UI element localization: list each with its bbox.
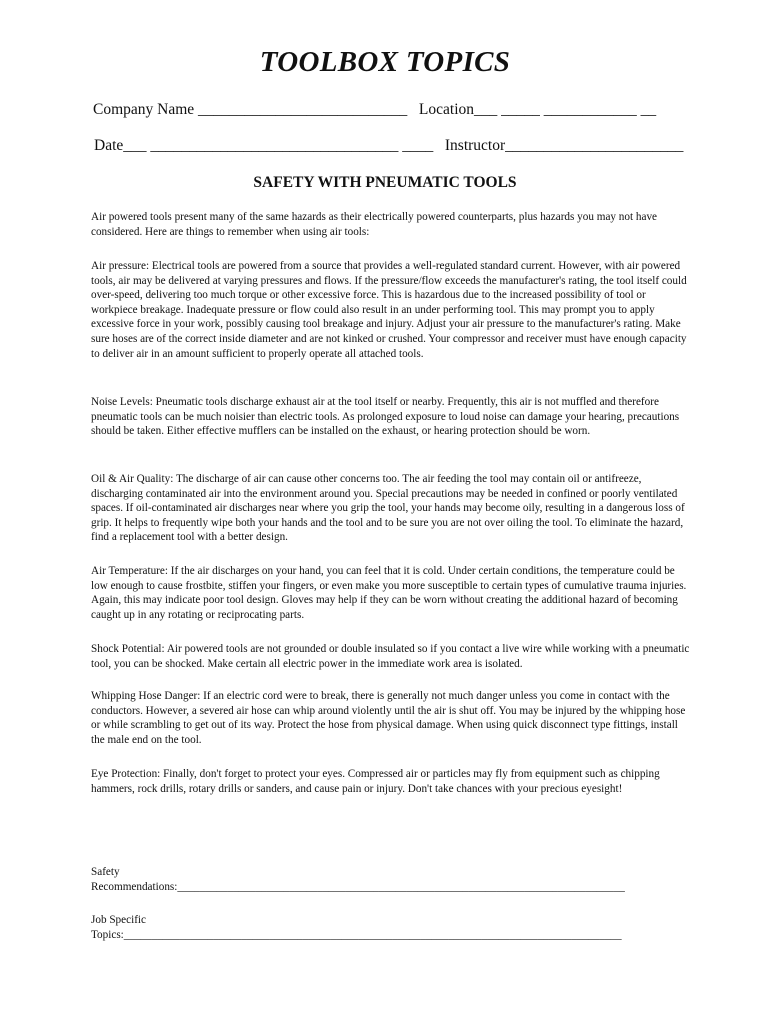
section-title: SAFETY WITH PNEUMATIC TOOLS [253,174,517,191]
safety-label: Safety [91,866,120,878]
job-specific-label: Job Specific [91,914,146,926]
topics-line: Topics:_________________________________________________________________________________________ [91,929,622,941]
company-location-line: Company Name ___________________________ Location___ _____ ____________ __ [93,101,657,118]
whipping-hose-paragraph: Whipping Hose Danger: If an electric cord were to break, there is generally not much danger unless you come in contact with the conductors. However, a severed air hose can whip around violently until the air is shut off. You may be injured by the whipping hose or while scrambling to get out of its way. Protect the hose from physical damage. When using quick disconnect type fittings, install the male end on the tool. [91,690,686,746]
oil-air-quality-paragraph: Oil & Air Quality: The discharge of air can cause other concerns too. The air feeding the tool may contain oil or antifreeze, discharging contaminated air into the environment around you. Special precautions may be needed in confined or poorly ventilated spaces. If oil-contaminated air discharges near where you grip the tool, your hands may become oily, resulting in a dangerous loss of grip. It helps to frequently wipe both your hands and the tool and to be sure you are not over oiling the tool. To eliminate the hazard, find a replacement tool with a better design. [91,473,685,544]
noise-levels-paragraph: Noise Levels: Pneumatic tools discharge exhaust air at the tool itself or nearby. Frequently, this air is not muffled and therefore pneumatic tools can be much noisier than electric tools. As prolonged exposure to loud noise can damage your hearing, precautions should be taken. Either effective mufflers can be installed on the exhaust, or hearing protection should be worn. [91,396,680,438]
air-temperature-paragraph: Air Temperature: If the air discharges on your hand, you can feel that it is cold. Under certain conditions, the temperature could be low enough to cause frostbite, stiffen your fingers, or even make you more susceptible to certain types of cumulative trauma injuries. Again, this may indicate poor tool design. Gloves may help if they can be worn without creating the additional hazard of becoming caught up in any rotating or reciprocating parts. [91,565,687,621]
document-title: TOOLBOX TOPICS [259,46,511,78]
intro-paragraph: Air powered tools present many of the same hazards as their electrically powered counterparts, plus hazards you may not have considered. Here are things to remember when using air tools: [91,211,658,238]
air-pressure-paragraph: Air pressure: Electrical tools are powered from a source that provides a well-regulated standard current. However, with air powered tools, air may be delivered at varying pressures and flows. If the pressure/flow exceeds the manufacturer's rating, the tool itself could over-speed, delivering too much torque or other excessive force. This is hazardous due to the increased possibility of tool or workpiece breakage. Inadequate pressure or flow could also result in an under performing tool. This may prompt you to apply excessive force in your work, possibly causing tool breakage and injury. Adjust your air pressure to the manufacturer's rating. Make sure hoses are of the correct inside diameter and are not kinked or crushed. Your compressor and receiver must have enough capacity to deliver air in an amount sufficient to properly operate all attached tools. [91,260,687,360]
shock-potential-paragraph: Shock Potential: Air powered tools are not grounded or double insulated so if you contact a live wire while working with a pneumatic tool, you can be shocked. Make certain all electric power in the immediate work area is isolated. [91,643,690,670]
recommendations-line: Recommendations:________________________________________________________________________________ [91,881,625,893]
eye-protection-paragraph: Eye Protection: Finally, don't forget to protect your eyes. Compressed air or particles may fly from equipment such as chipping hammers, rock drills, rotary drills or sanders, and cause pain or injury. Don't take chances with your precious eyesight! [91,768,660,795]
date-instructor-line: Date___ ________________________________ ____ Instructor_______________________ [94,137,684,154]
